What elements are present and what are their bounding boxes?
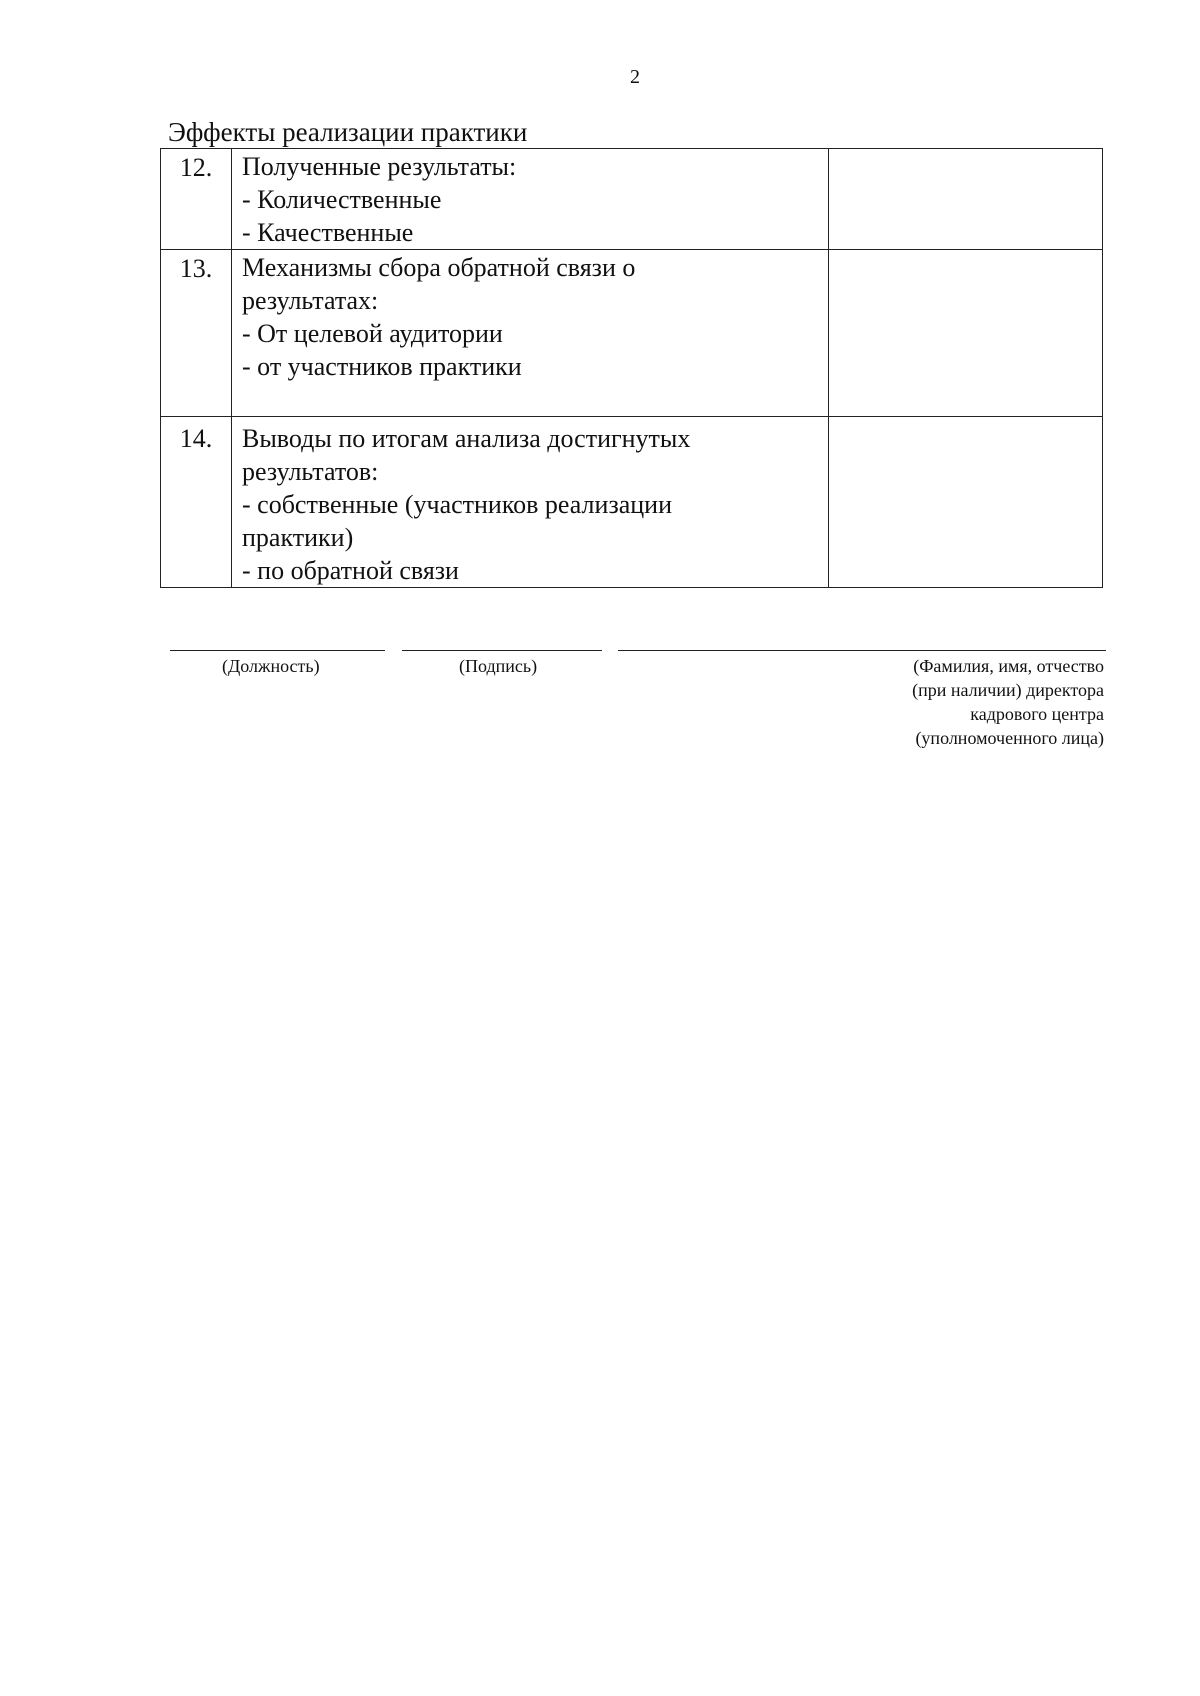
full-name-signature-line[interactable] bbox=[618, 650, 1106, 651]
position-signature-line[interactable] bbox=[170, 650, 385, 651]
row-description-line: - от участников практики bbox=[242, 352, 522, 381]
position-caption: (Должность) bbox=[222, 656, 320, 676]
row-value-cell[interactable] bbox=[829, 417, 1103, 588]
row-description-line: - собственные (участников реализации bbox=[242, 490, 672, 519]
full-name-caption-line: (уполномоченного лица) bbox=[915, 728, 1104, 748]
signature-caption: (Подпись) bbox=[459, 656, 538, 676]
full-name-caption-line: кадрового центра bbox=[970, 704, 1104, 724]
full-name-caption bbox=[800, 654, 1104, 750]
row-value-cell[interactable] bbox=[829, 250, 1103, 417]
row-number: 12. bbox=[161, 149, 232, 250]
row-description-line: результатов: bbox=[242, 457, 379, 486]
row-description-line: - От целевой аудитории bbox=[242, 319, 503, 348]
table-row bbox=[161, 250, 1103, 417]
row-description bbox=[232, 250, 829, 417]
section-title: Эффекты реализации практики bbox=[168, 117, 528, 147]
table-row bbox=[161, 417, 1103, 588]
effects-table bbox=[160, 148, 1103, 588]
table-row bbox=[161, 149, 1103, 250]
row-description bbox=[232, 149, 829, 250]
row-description-line: Механизмы сбора обратной связи о bbox=[242, 253, 636, 282]
row-description-line: - Количественные bbox=[242, 185, 442, 214]
signature-line[interactable] bbox=[402, 650, 602, 651]
row-description-line: Полученные результаты: bbox=[242, 152, 517, 181]
row-description-line: практики) bbox=[242, 523, 354, 552]
row-description-line: - Качественные bbox=[242, 218, 414, 247]
full-name-caption-line: (Фамилия, имя, отчество bbox=[913, 656, 1104, 676]
row-number: 14. bbox=[161, 417, 232, 588]
row-number: 13. bbox=[161, 250, 232, 417]
full-name-caption-line: (при наличии) директора bbox=[912, 680, 1104, 700]
row-description bbox=[232, 417, 829, 588]
row-value-cell[interactable] bbox=[829, 149, 1103, 250]
row-description-line: Выводы по итогам анализа достигнутых bbox=[242, 424, 691, 453]
page-number: 2 bbox=[630, 66, 640, 88]
row-description-line: результатах: bbox=[242, 286, 379, 315]
row-description-line: - по обратной связи bbox=[242, 556, 459, 585]
